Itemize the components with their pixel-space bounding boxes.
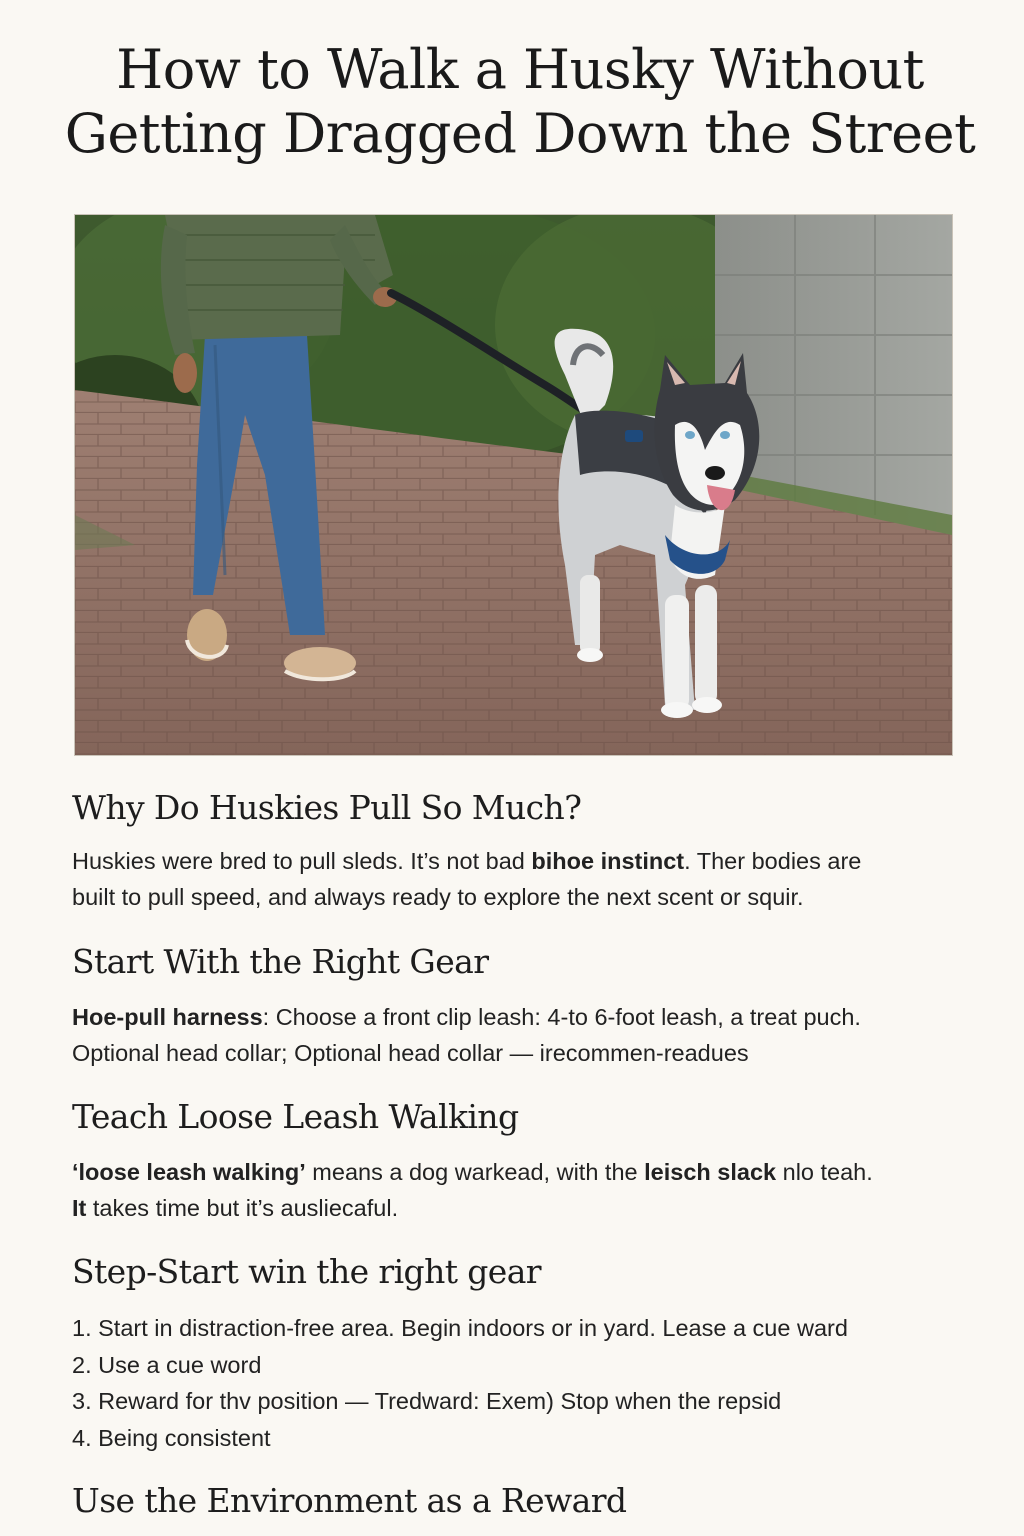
why-line-1-b: . Ther bodies are — [684, 848, 862, 874]
loose-line-1-bold-1: ‘loose leash walking’ — [72, 1159, 306, 1185]
loose-line-1-b: nlo teah. — [776, 1159, 873, 1185]
why-line-1-bold: bihoe instinct — [531, 848, 685, 874]
loose-line-1-a: means a dog warkead, with the — [305, 1159, 645, 1185]
hero-photo — [74, 214, 953, 756]
loose-line-2-a: takes time but it’s ausliecaful. — [86, 1195, 399, 1221]
section-text-loose-leash — [72, 1154, 972, 1226]
section-heading-gear: Start With the Right Gear — [72, 942, 489, 981]
list-item: 4. Being consistent — [72, 1424, 271, 1451]
section-heading-steps: Step-Start win the right gear — [72, 1252, 541, 1291]
list-item: 1. Start in distraction-free area. Begin indoors or in yard. Lease a cue ward — [72, 1315, 848, 1341]
list-item: 2. Use a cue word — [72, 1351, 262, 1378]
section-heading-why-pull: Why Do Huskies Pull So Much? — [72, 788, 582, 827]
article-title-line-1: How to Walk a Husky Without — [116, 38, 924, 101]
gear-line-1-rest: : Choose a front clip leash: 4-to 6-foot leash, a treat puch. — [262, 1004, 861, 1030]
why-line-1 — [72, 843, 972, 879]
article-title-line-2: Getting Dragged Down the Street — [64, 101, 976, 165]
article-title — [40, 38, 1000, 165]
gear-line-2: Optional head collar; Optional head collar — irecommen-readues — [72, 1040, 749, 1066]
list-item: 3. Reward for thv position — Tredward: Exem) Stop when the repsid — [72, 1388, 782, 1414]
steps-list — [72, 1310, 972, 1456]
why-line-1-a: Huskies were bred to pull sleds. It’s not bad — [72, 848, 532, 874]
section-heading-environment: Use the Environment as a Reward — [72, 1481, 627, 1520]
section-text-gear — [72, 999, 972, 1071]
gear-line-1 — [72, 999, 972, 1035]
loose-line-1 — [72, 1154, 972, 1190]
gear-line-1-bold: Hoe-pull harness — [72, 1004, 263, 1030]
section-text-why-pull — [72, 843, 972, 915]
why-line-2: built to pull speed, and always ready to explore the next scent or squir. — [72, 884, 804, 910]
loose-line-1-bold-2: leisch slack — [644, 1159, 777, 1185]
husky-walk-photo-icon — [75, 215, 952, 755]
loose-line-2-bold: It — [72, 1195, 87, 1221]
section-heading-loose-leash: Teach Loose Leash Walking — [72, 1097, 519, 1136]
loose-line-2 — [72, 1190, 972, 1226]
